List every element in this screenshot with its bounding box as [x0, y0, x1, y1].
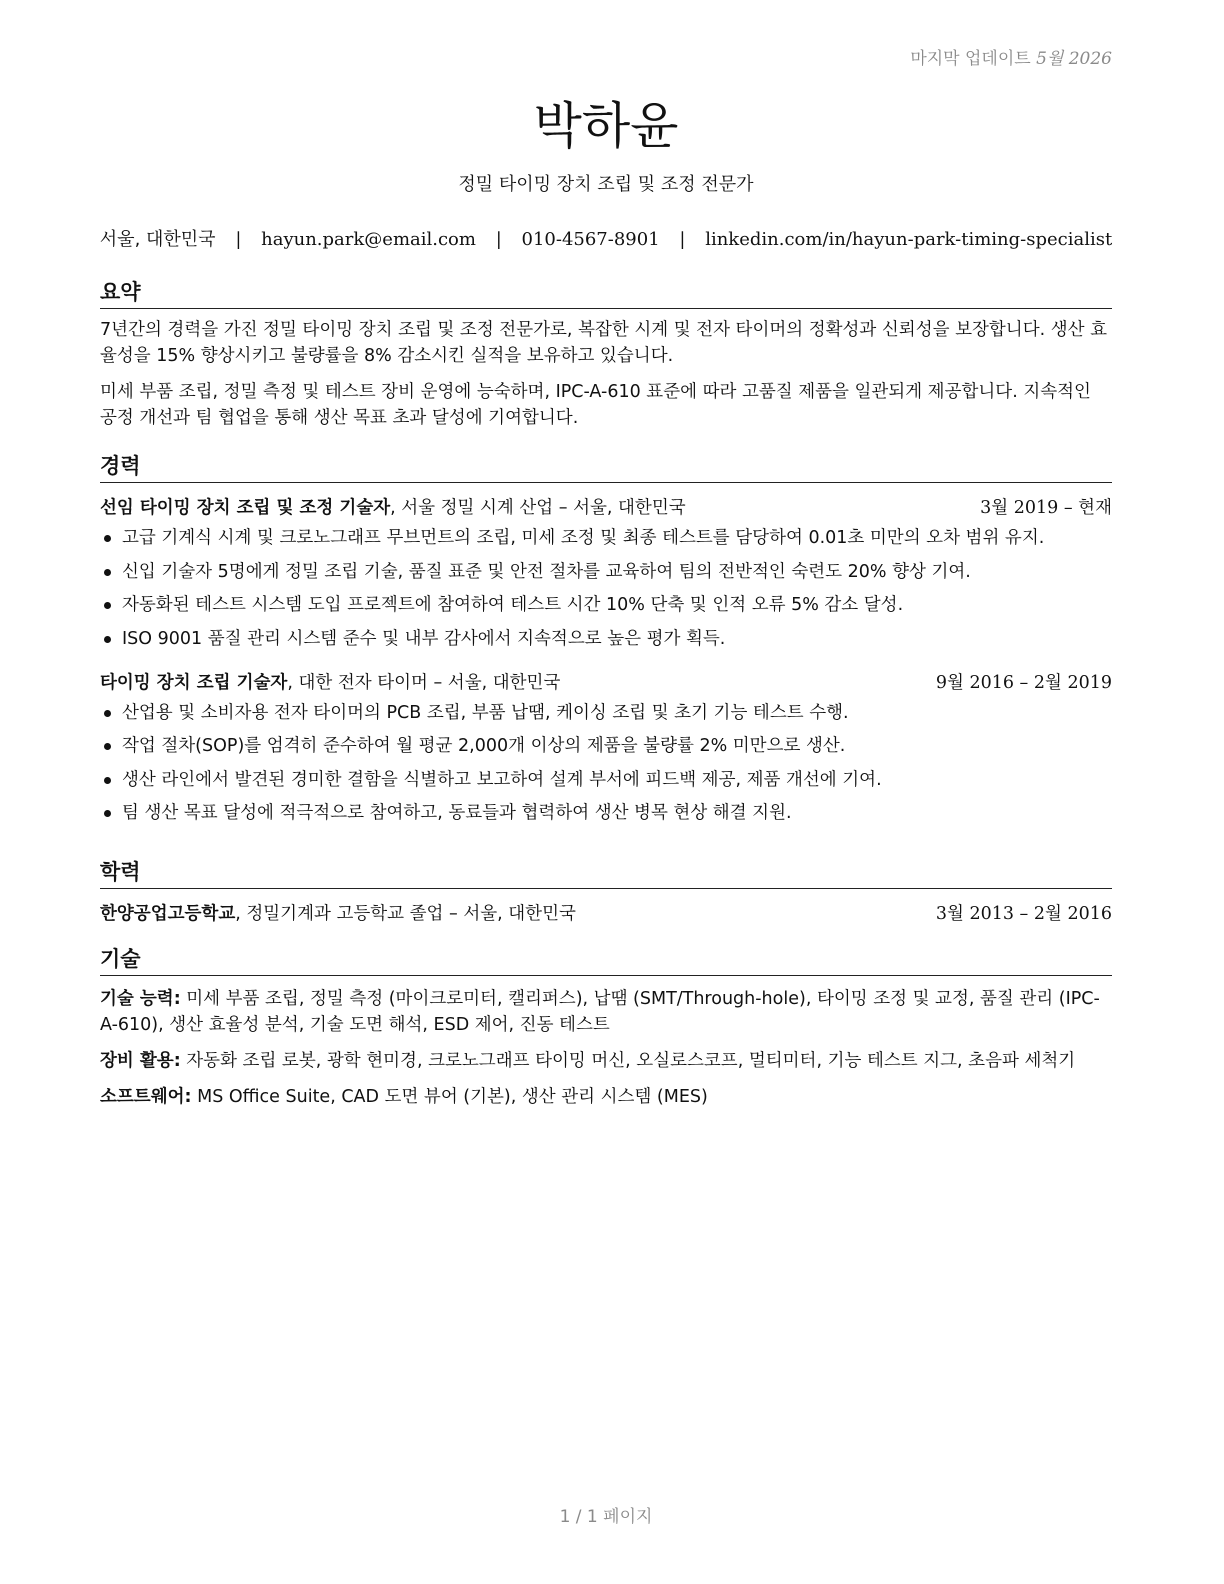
- job-bullet: 작업 절차(SOP)를 엄격히 준수하여 월 평균 2,000개 이상의 제품을 불량률 2% 미만으로 생산.: [100, 733, 1112, 759]
- section-title-skills: 기술: [100, 943, 1112, 976]
- resume-page: [100, 0, 1112, 1584]
- job-dates: 3월 2019 – 현재: [980, 498, 1112, 518]
- job-role: 타이밍 장치 조립 기술자: [100, 672, 288, 693]
- last-updated-label: 마지막 업데이트: [910, 49, 1031, 69]
- job-title-line: [100, 495, 686, 521]
- job-header: [100, 495, 1112, 521]
- contact-separator: |: [235, 229, 242, 250]
- job-entry: [100, 495, 1112, 652]
- section-title-summary: 요약: [100, 276, 1112, 309]
- page-number: 1 / 1 페이지: [559, 1507, 653, 1527]
- contact-line: [80, 225, 1132, 251]
- job-role: 선임 타이밍 장치 조립 및 조정 기술자: [100, 498, 391, 518]
- skill-text: 자동화 조립 로봇, 광학 현미경, 크로노그래프 타이밍 머신, 오실로스코프, 멀티미터, 기능 테스트 지그, 초음파 세척기: [180, 1051, 1076, 1071]
- job-header: [100, 670, 1112, 696]
- job-bullet: 신입 기술자 5명에게 정밀 조립 기술, 품질 표준 및 안전 절차를 교육하여 팀의 전반적인 숙련도 20% 향상 기여.: [100, 559, 1112, 585]
- job-bullets: [100, 525, 1112, 652]
- section-title-experience: 경력: [100, 450, 1112, 483]
- education-school: 한양공업고등학교: [100, 904, 236, 924]
- job-title-line: [100, 670, 560, 696]
- job-bullet: 생산 라인에서 발견된 경미한 결함을 식별하고 보고하여 설계 부서에 피드백 제공, 제품 개선에 기여.: [100, 767, 1112, 793]
- last-updated-date: 5월 2026: [1036, 49, 1112, 69]
- skill-line: [100, 1084, 1112, 1110]
- job-bullet: 자동화된 테스트 시스템 도입 프로젝트에 참여하여 테스트 시간 10% 단축 및 인적 오류 5% 감소 달성.: [100, 592, 1112, 618]
- summary-section: [100, 276, 1112, 431]
- contact-separator: |: [495, 229, 502, 250]
- job-dates: 9월 2016 – 2월 2019: [935, 672, 1112, 693]
- summary-paragraph: 미세 부품 조립, 정밀 측정 및 테스트 장비 운영에 능숙하며, IPC-A-610 표준에 따라 고품질 제품을 일관되게 제공합니다. 지속적인 공정 개선과 팀 협업을 통해 생산 목표 초과 달성에 기여합니다.: [100, 382, 1091, 428]
- skill-line: [100, 1048, 1112, 1074]
- job-bullet: 고급 기계식 시계 및 크로노그래프 무브먼트의 조립, 미세 조정 및 최종 테스트를 담당하여 0.01초 미만의 오차 범위 유지.: [100, 525, 1112, 551]
- skill-label: 장비 활용:: [100, 1051, 181, 1071]
- skills-section: [100, 943, 1112, 1110]
- job-bullet: 팀 생산 목표 달성에 적극적으로 참여하고, 동료들과 협력하여 생산 병목 현상 해결 지원.: [100, 800, 1112, 826]
- job-company: , 대한 전자 타이머 – 서울, 대한민국: [287, 672, 561, 693]
- skill-line: [100, 986, 1112, 1038]
- section-title-education: 학력: [100, 856, 1112, 889]
- summary-paragraph: 7년간의 경력을 가진 정밀 타이밍 장치 조립 및 조정 전문가로, 복잡한 시계 및 전자 타이머의 정확성과 신뢰성을 보장합니다. 생산 효율성을 15% 향상시키고 불량률을 8% 감소시킨 실적을 보유하고 있습니다.: [100, 320, 1108, 366]
- contact-location: 서울, 대한민국: [99, 229, 216, 250]
- contact-linkedin-link[interactable]: linkedin.com/in/hayun-park-timing-specialist: [705, 229, 1113, 250]
- candidate-tagline: 정밀 타이밍 장치 조립 및 조정 전문가: [458, 174, 754, 195]
- contact-phone: 010-4567-8901: [521, 229, 660, 250]
- education-line: [100, 901, 576, 927]
- job-company: , 서울 정밀 시계 산업 – 서울, 대한민국: [390, 498, 686, 518]
- experience-section: [100, 450, 1112, 834]
- skill-text: 미세 부품 조립, 정밀 측정 (마이크로미터, 캘리퍼스), 납땜 (SMT/Through-hole), 타이밍 조정 및 교정, 품질 관리 (IPC-A-610), 생산 효율성 분석, 기술 도면 해석, ESD 제어, 진동 테스트: [100, 989, 1100, 1035]
- skill-label: 소프트웨어:: [100, 1087, 192, 1107]
- contact-email-link[interactable]: hayun.park@email.com: [261, 229, 476, 250]
- job-bullets: [100, 700, 1112, 827]
- job-entry: [100, 670, 1112, 827]
- education-dates: 3월 2013 – 2월 2016: [935, 904, 1112, 924]
- education-entry: [100, 901, 1112, 927]
- contact-separator: |: [679, 229, 686, 250]
- candidate-name: 박하윤: [533, 97, 679, 155]
- last-updated: [910, 44, 1112, 69]
- job-bullet: ISO 9001 품질 관리 시스템 준수 및 내부 감사에서 지속적으로 높은 평가 획득.: [100, 626, 1112, 652]
- skill-label: 기술 능력:: [100, 989, 181, 1009]
- skill-text: MS Office Suite, CAD 도면 뷰어 (기본), 생산 관리 시스템 (MES): [191, 1087, 708, 1107]
- education-section: [100, 856, 1112, 927]
- job-bullet: 산업용 및 소비자용 전자 타이머의 PCB 조립, 부품 납땜, 케이싱 조립 및 초기 기능 테스트 수행.: [100, 700, 1112, 726]
- education-detail: , 정밀기계과 고등학교 졸업 – 서울, 대한민국: [235, 904, 576, 924]
